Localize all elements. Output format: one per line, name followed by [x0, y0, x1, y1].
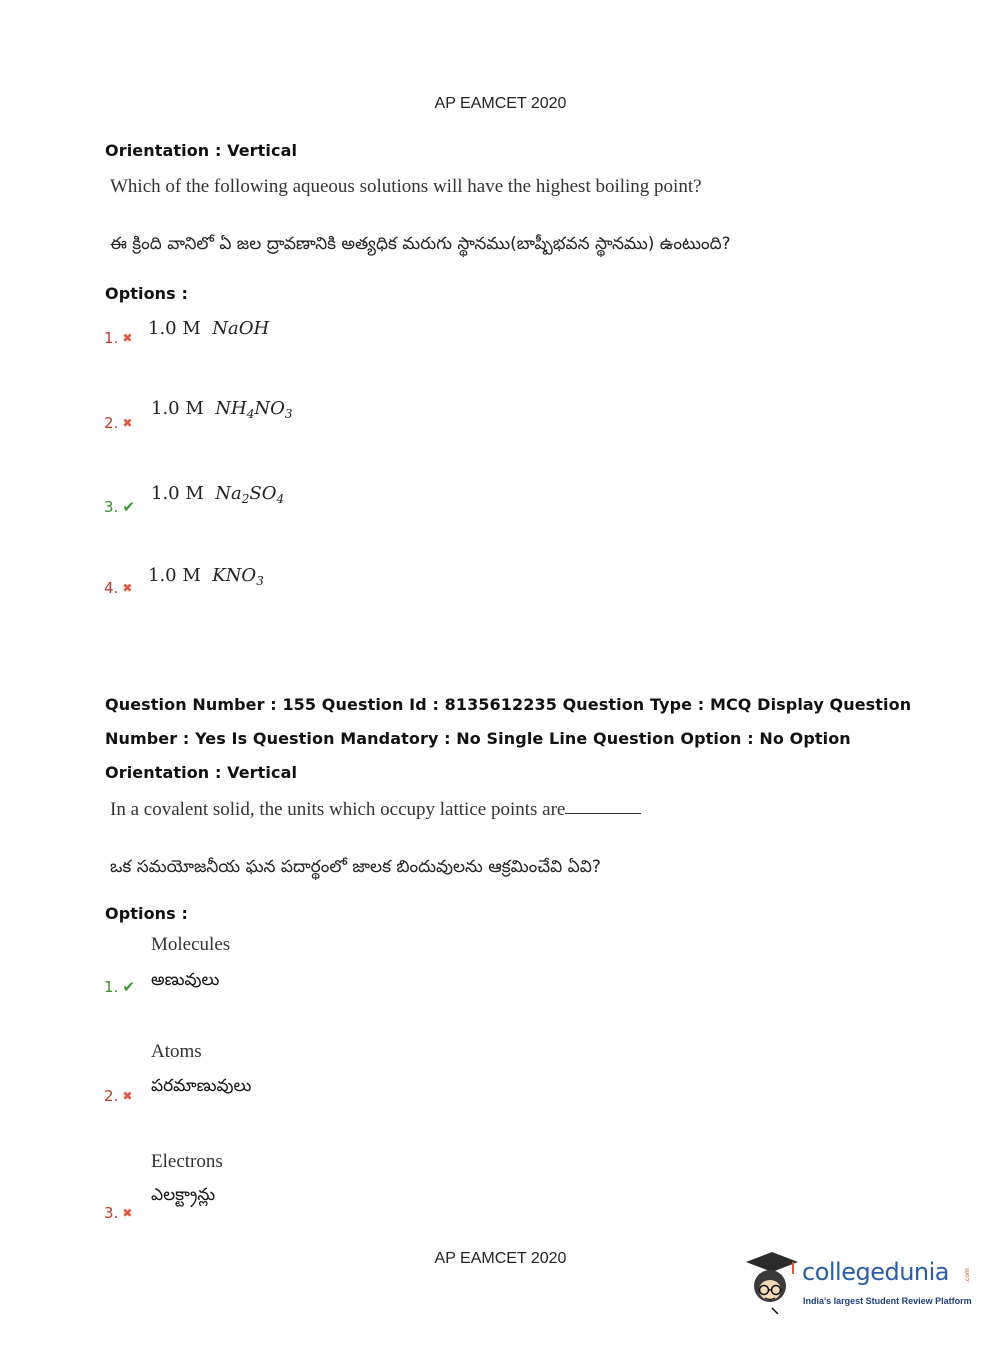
- q1-option-1-content: [148, 318, 269, 339]
- logo-suffix: .com: [963, 1268, 971, 1283]
- q2-orientation: Orientation : Vertical: [105, 763, 298, 782]
- q2-option-2-english: Atoms: [151, 1041, 202, 1062]
- cross-icon: ✖: [122, 416, 133, 430]
- cross-icon: ✖: [122, 331, 133, 345]
- option-number: 1.: [104, 329, 119, 347]
- cross-icon: ✖: [122, 1089, 133, 1103]
- formula-na2so4: $Na_2SO_4$: [215, 483, 285, 506]
- concentration: 1.0 M: [151, 398, 204, 419]
- option-number: 4.: [104, 579, 119, 597]
- concentration: 1.0 M: [148, 565, 201, 586]
- q2-option-1-number: [104, 978, 135, 996]
- option-number: 3.: [104, 1204, 119, 1222]
- page-footer-title: AP EAMCET 2020: [434, 1250, 567, 1267]
- q1-option-4-number: [104, 579, 132, 597]
- check-icon: ✔: [122, 978, 135, 996]
- q2-text-english: [110, 799, 641, 821]
- q2-meta-line-2: Number : Yes Is Question Mandatory : No Single Line Question Option : No Option: [105, 729, 851, 748]
- page-header-title: AP EAMCET 2020: [434, 95, 567, 112]
- option-number: 1.: [104, 978, 119, 996]
- q1-option-3-number: [104, 498, 135, 516]
- concentration: 1.0 M: [148, 318, 201, 339]
- cross-icon: ✖: [122, 581, 133, 595]
- logo-tagline: India's largest Student Review Platform: [803, 1296, 972, 1306]
- q1-option-1-number: [104, 329, 132, 347]
- q2-text-english-content: In a covalent solid, the units which occupy lattice points are: [110, 799, 566, 820]
- q2-option-3-english: Electrons: [151, 1151, 223, 1172]
- q2-option-1-english: Molecules: [151, 934, 231, 955]
- formula-kno3: $KNO_3$: [212, 565, 264, 588]
- q1-text-english: Which of the following aqueous solutions will have the highest boiling point?: [110, 176, 702, 197]
- answer-blank: [565, 812, 641, 814]
- q1-options-label: Options :: [105, 284, 188, 303]
- q1-option-2-content: [151, 398, 292, 421]
- mascot-icon: [742, 1248, 802, 1314]
- formula-naoh: NaOH: [212, 318, 270, 339]
- check-icon: ✔: [122, 498, 135, 516]
- q1-option-4-content: [148, 565, 264, 588]
- formula-nh4no3: $NH_4NO_3$: [215, 398, 293, 421]
- q2-text-telugu: ఒక సమయోజనీయ ఘన పదార్థంలో జాలక బిందువులను ఆక్రమించేవి ఏవి?: [110, 857, 601, 877]
- option-number: 2.: [104, 414, 119, 432]
- q2-option-3-telugu: ఎలక్ట్రాన్లు: [151, 1185, 216, 1205]
- q1-option-2-number: [104, 414, 132, 432]
- collegedunia-logo[interactable]: [742, 1248, 972, 1314]
- q1-text-telugu: ఈ క్రింది వానిలో ఏ జల ద్రావణానికి అత్యధిక మరుగు స్థానము(బాష్పీభవన స్థానము) ఉంటుంది?: [110, 234, 731, 254]
- q2-option-2-number: [104, 1087, 132, 1105]
- option-number: 3.: [104, 498, 119, 516]
- q2-options-label: Options :: [105, 904, 188, 923]
- q2-option-1-telugu: అణువులు: [151, 970, 220, 990]
- q1-orientation: Orientation : Vertical: [105, 141, 298, 160]
- option-number: 2.: [104, 1087, 119, 1105]
- q2-meta-line-1: Question Number : 155 Question Id : 8135612235 Question Type : MCQ Display Question: [105, 695, 912, 714]
- q1-option-3-content: [151, 483, 284, 506]
- q2-option-2-telugu: పరమాణువులు: [151, 1076, 252, 1096]
- logo-wordmark: collegedunia: [802, 1258, 950, 1286]
- q2-option-3-number: [104, 1204, 132, 1222]
- concentration: 1.0 M: [151, 483, 204, 504]
- cross-icon: ✖: [122, 1206, 133, 1220]
